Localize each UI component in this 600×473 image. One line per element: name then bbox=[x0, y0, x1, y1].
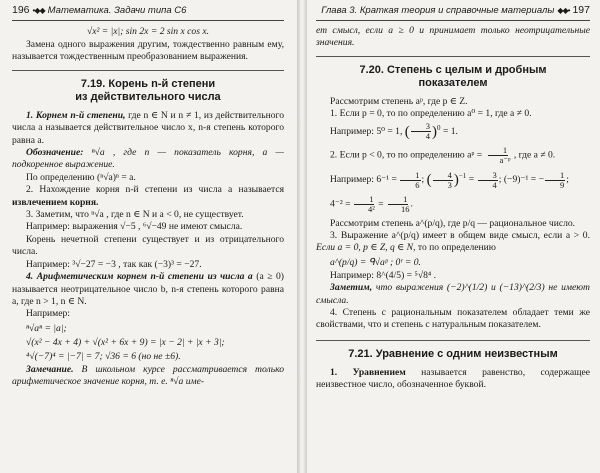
left-page bbox=[0, 0, 298, 473]
section-title-7-20: 7.20. Степень с целым и дробным показателем bbox=[359, 63, 547, 89]
para-notation: Обозначение: ⁿ√a , где n — показатель корня, a — подкоренное выражение. bbox=[12, 147, 284, 171]
para-continuation: ет смысл, если a ≥ 0 и принимает только неотрицательные значения. bbox=[316, 25, 590, 49]
para-odd-root: Корень нечетной степени существует и из отрицательного числа. bbox=[12, 233, 284, 258]
left-page-number: 196 bbox=[12, 4, 30, 16]
right-running-header bbox=[316, 0, 590, 21]
fraction: $\frac{1}{\text{4²}}$ bbox=[354, 195, 375, 214]
header-ornament: •◆◆ bbox=[32, 5, 45, 15]
section-rule bbox=[316, 56, 590, 57]
para-extraction: 2. Нахождение корня n-й степени из числа a называется извлечением корня. bbox=[12, 184, 284, 208]
para-equation-definition: 1. Уравнением называется равенство, содержащее неизвестное число, обозначенное буквой. bbox=[316, 366, 590, 391]
para-power-intro: Рассмотрим степень aᵖ, где p ∈ Z. bbox=[330, 95, 468, 107]
section-title-7-21: 7.21. Уравнение с одним неизвестным bbox=[348, 347, 558, 360]
fraction: $\frac{1}{6}$ bbox=[400, 171, 420, 190]
para-example-nonexistent: Например: выражения √−5 , ⁶√−49 не имеют смысла. bbox=[26, 221, 243, 233]
para-rational-properties: 4. Степень с рациональным показателем обладает теми же свойствами, что и степень с натуральным показателем. bbox=[316, 307, 590, 331]
para-negative-power-examples: Например: 6⁻¹ = $\frac{1}{6}$ ; ( $\frac{4}{3}$ )$^{-1}$ = $\frac{3}{4}$ ; (−9)⁻¹ = − $\frac{1}{9}$ ; bbox=[330, 169, 569, 190]
right-page-number: 197 bbox=[572, 4, 590, 16]
formula-top: √x² = |x|; sin 2x = 2 sin x cos x. bbox=[86, 26, 209, 37]
example-label: Например: bbox=[26, 308, 70, 320]
para-negative-power-example-2: 4⁻² = $\frac{1}{\text{4²}}$ = $\frac{1}{16}$ . bbox=[330, 193, 413, 214]
formula-rational-definition: a^(p/q) = ᑫ√aᵖ ; 0ʳ = 0. bbox=[330, 256, 421, 268]
para-zero-power-example: Например: 5⁰ = 1, ( $\frac{3}{4}$ )$^0$ = 1. bbox=[330, 121, 458, 142]
fraction: $\frac{3}{4}$ bbox=[411, 122, 431, 141]
section-rule bbox=[316, 340, 590, 341]
fraction: $\frac{1}{9}$ bbox=[545, 171, 565, 190]
para-note: Заметим, что выражения (−2)^(1/2) и (−13)^(2/3) не имеют смысла. bbox=[316, 282, 590, 306]
section-rule bbox=[12, 70, 284, 71]
para-example-cube-root: Например: ³√−27 = −3 , так как (−3)³ = −27. bbox=[26, 258, 202, 270]
para-rational-meaning: 3. Выражение a^(p/q) имеет в общем виде смысл, если a > 0. Если a = 0, p ∈ Z, q ∈ N, то по определению bbox=[316, 230, 590, 254]
fraction: $\frac{3}{4}$ bbox=[478, 171, 498, 190]
para-negative-power: 2. Если p < 0, то по определению aᵖ = $\frac{1}{\text{a⁻ᵖ}}$ , где a ≠ 0. bbox=[330, 145, 556, 166]
left-header-title: Математика. Задачи типа C6 bbox=[47, 4, 187, 16]
para-nonexistence: 3. Заметим, что ⁿ√a , где n ∈ N и a < 0, не существует. bbox=[26, 209, 244, 221]
example-formula-3: ⁴√(−7)⁴ = |−7| = 7; √36 = 6 (но не ±6). bbox=[26, 350, 181, 362]
para-remark: Замечание. В школьном курсе рассматривается только арифметическое значение корня, т. е. ⁿ√a име- bbox=[12, 363, 284, 388]
para-rational-example: Например: 8^(4/5) = ⁵√8⁴ . bbox=[330, 269, 437, 281]
right-header-title: Глава 3. Краткая теория и справочные материалы bbox=[321, 4, 555, 16]
fraction: $\frac{1}{16}$ bbox=[387, 195, 410, 214]
para-zero-power: 1. Если p = 0, то по определению a⁰ = 1, где a ≠ 0. bbox=[330, 108, 532, 120]
para-arithmetic-root: 4. Арифметическим корнем n-й степени из числа a (a ≥ 0) называется неотрицательное число b, n-я степень которого равна a, где n > 1, n ∈ N. bbox=[12, 271, 284, 307]
example-formula-2: √(x² − 4x + 4) + √(x² + 6x + 9) = |x − 2| + |x + 3|; bbox=[26, 336, 225, 348]
para-root-definition: 1. Корнем n-й степени, где n ∈ N и n ≠ 1, из действительного числа a называется действительное число x, n-я степень которого равна a. bbox=[12, 109, 284, 146]
para-by-definition: По определению (ⁿ√a)ⁿ = a. bbox=[26, 171, 136, 183]
right-page bbox=[306, 0, 600, 473]
header-ornament: ◆◆• bbox=[557, 5, 570, 15]
section-title-7-19: 7.19. Корень n-й степени из действительного числа bbox=[75, 77, 221, 103]
fraction: $\frac{1}{\text{a⁻ᵖ}}$ bbox=[486, 146, 511, 165]
para-rational-power: Рассмотрим степень a^(p/q), где p/q — рациональное число. bbox=[330, 217, 576, 229]
example-formula-1: ⁿ√aⁿ = |a|; bbox=[26, 322, 67, 334]
fraction: $\frac{4}{3}$ bbox=[433, 171, 453, 190]
para-intro: Замена одного выражения другим, тождественно равным ему, называется тождественным преобразованием выражения. bbox=[12, 39, 284, 63]
left-running-header bbox=[12, 0, 284, 21]
